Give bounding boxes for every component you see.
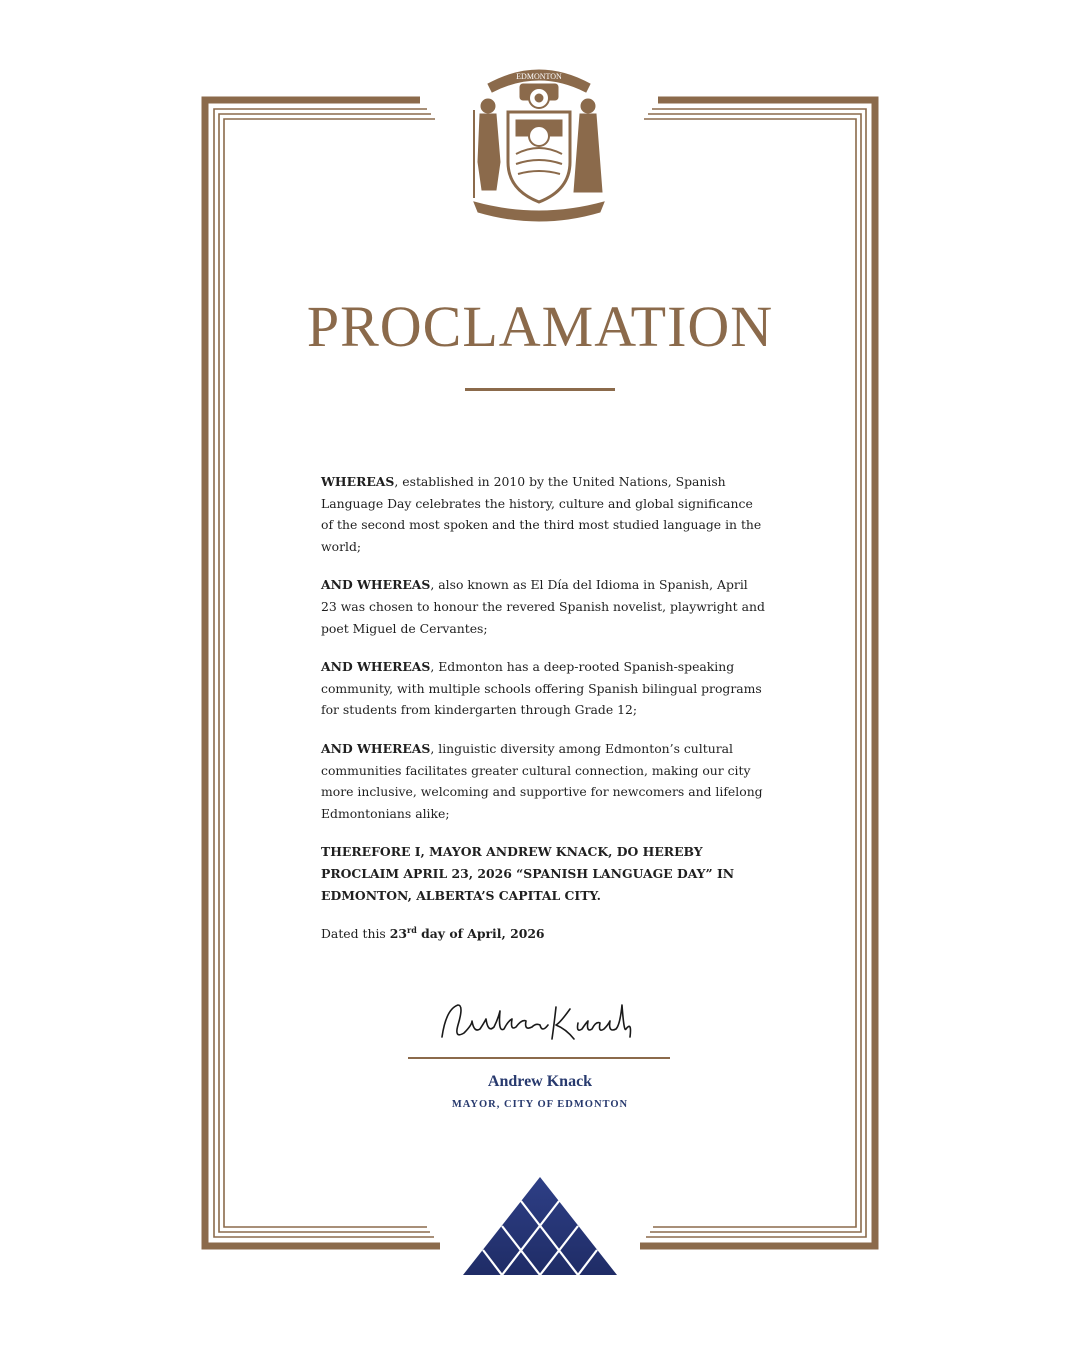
signature-line xyxy=(408,1057,670,1059)
clause-4 xyxy=(321,738,767,824)
clause-text: , established in 2010 by the United Nations, Spanish Language Day celebrates the history, culture and global significance of the second most spoken and the third most studied language in the world; xyxy=(321,474,762,554)
clause-1 xyxy=(321,471,767,557)
title-divider xyxy=(465,388,615,391)
clause-text: , linguistic diversity among Edmonton’s cultural communities facilitates greater cultural connection, making our city more inclusive, welcoming and supportive for newcomers and lifelong Edmontonians alike; xyxy=(321,740,763,821)
clause-lead: AND WHEREAS xyxy=(321,577,431,593)
dated-suffix: day of April, 2026 xyxy=(416,926,545,942)
handwritten-signature xyxy=(436,995,636,1045)
clause-lead: WHEREAS xyxy=(321,474,395,489)
clause-text: , also known as El Día del Idioma in Spanish, April 23 was chosen to honour the revered Spanish novelist, playwright and poet Miguel de Cervantes; xyxy=(321,577,765,636)
dated-ordinal: rd xyxy=(406,925,417,936)
dated-line xyxy=(321,923,767,945)
edmonton-coat-of-arms-icon xyxy=(468,62,610,232)
clause-lead: AND WHEREAS xyxy=(321,740,431,756)
clause-2 xyxy=(321,574,767,639)
crest-banner-text: EDMONTON xyxy=(516,72,562,81)
clause-lead: AND WHEREAS xyxy=(321,659,431,675)
signatory-name: Andrew Knack xyxy=(487,1073,593,1090)
proclamation-statement: THEREFORE I, MAYOR ANDREW KNACK, DO HEREBY PROCLAIM APRIL 23, 2026 “SPANISH LANGUAGE DAY” IN EDMONTON, ALBERTA’S CAPITAL CITY. xyxy=(321,844,735,903)
edmonton-pyramid-logo-icon xyxy=(463,1177,617,1275)
dated-day: 23 xyxy=(389,926,407,942)
clause-3 xyxy=(321,656,767,721)
clause-text: , Edmonton has a deep-rooted Spanish-speaking community, with multiple schools offering Spanish bilingual programs for students from kindergarten through Grade 12; xyxy=(321,659,762,718)
signatory-title: MAYOR, CITY OF EDMONTON xyxy=(451,1099,629,1110)
proclamation-body xyxy=(321,471,767,962)
page-title: PROCLAMATION xyxy=(306,294,774,359)
dated-prefix: Dated this xyxy=(321,926,390,942)
